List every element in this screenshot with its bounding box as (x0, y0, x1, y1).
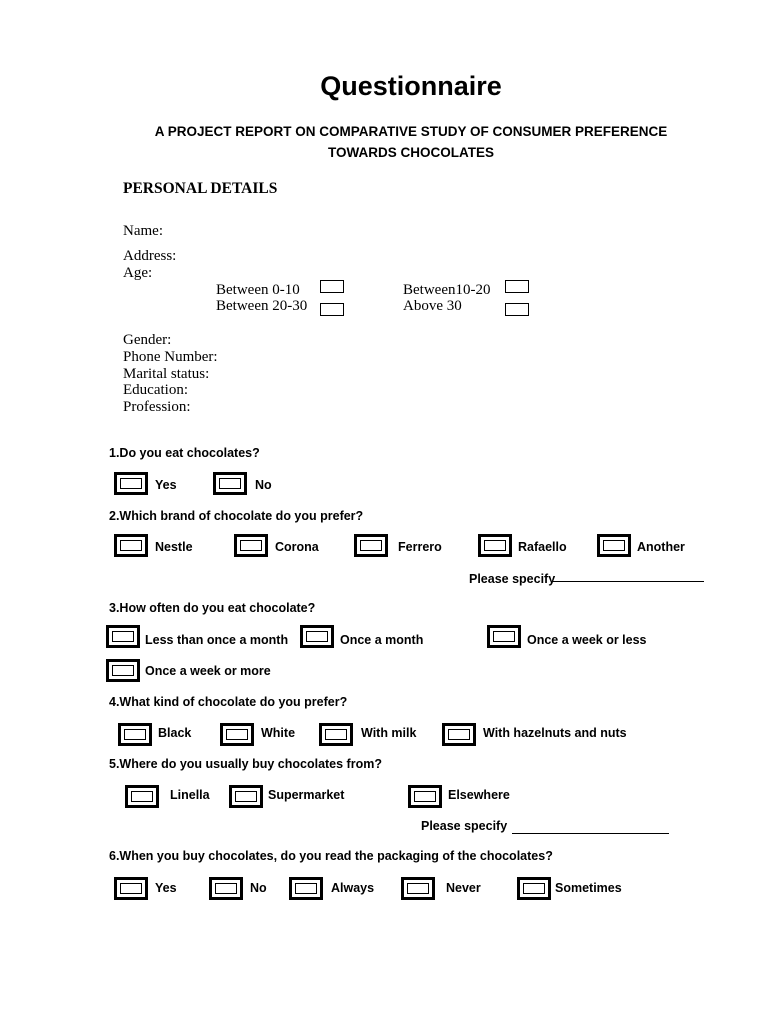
q6-sometimes-checkbox[interactable] (517, 877, 551, 900)
q4-black-checkbox[interactable] (118, 723, 152, 746)
question-2: 2.Which brand of chocolate do you prefer? (109, 509, 364, 523)
age-0-10-checkbox[interactable] (320, 280, 344, 293)
marital-status-label: Marital status: (123, 366, 210, 382)
q5-specify-label: Please specify (421, 819, 508, 833)
q2-specify-field[interactable] (553, 581, 704, 582)
q6-never-checkbox[interactable] (401, 877, 435, 900)
age-option-label: Between 0-10 (216, 282, 300, 298)
q2-ferrero-checkbox[interactable] (354, 534, 388, 557)
q6-option-label: No (250, 881, 267, 895)
age-option-label: Above 30 (403, 298, 462, 314)
q2-corona-checkbox[interactable] (234, 534, 268, 557)
name-label: Name: (123, 223, 163, 239)
age-above-30-checkbox[interactable] (505, 303, 529, 316)
question-5: 5.Where do you usually buy chocolates from? (109, 757, 382, 771)
q3-once-week-or-more-checkbox[interactable] (106, 659, 140, 682)
q6-always-checkbox[interactable] (289, 877, 323, 900)
q3-option-label: Once a month (340, 633, 424, 647)
q3-once-week-or-less-checkbox[interactable] (487, 625, 521, 648)
q2-option-label: Corona (275, 540, 319, 554)
personal-details-heading: PERSONAL DETAILS (123, 180, 278, 197)
q4-white-checkbox[interactable] (220, 723, 254, 746)
q2-option-label: Another (637, 540, 685, 554)
q5-linella-checkbox[interactable] (125, 785, 159, 808)
q6-option-label: Yes (155, 881, 177, 895)
q3-less-than-once-month-checkbox[interactable] (106, 625, 140, 648)
q4-option-label: With hazelnuts and nuts (483, 726, 627, 740)
q1-no-checkbox[interactable] (213, 472, 247, 495)
q2-rafaello-checkbox[interactable] (478, 534, 512, 557)
q3-option-label: Once a week or less (527, 633, 647, 647)
q2-another-checkbox[interactable] (597, 534, 631, 557)
q5-option-label: Linella (170, 788, 210, 802)
q5-elsewhere-checkbox[interactable] (408, 785, 442, 808)
q3-option-label: Less than once a month (145, 633, 289, 647)
q5-option-label: Supermarket (268, 788, 345, 802)
q1-option-label: No (255, 478, 272, 492)
education-label: Education: (123, 382, 188, 398)
page-title: Questionnaire (320, 71, 502, 101)
q3-option-label: Once a week or more (145, 664, 271, 678)
q4-hazelnuts-checkbox[interactable] (442, 723, 476, 746)
q4-option-label: White (261, 726, 296, 740)
q4-option-label: Black (158, 726, 192, 740)
report-subtitle: A PROJECT REPORT ON COMPARATIVE STUDY OF CONSUMER PREFERENCE TOWARDS CHOCOLATES (154, 124, 668, 160)
q5-option-label: Elsewhere (448, 788, 510, 802)
q4-option-label: With milk (361, 726, 417, 740)
q1-option-label: Yes (155, 478, 177, 492)
profession-label: Profession: (123, 399, 191, 415)
q1-yes-checkbox[interactable] (114, 472, 148, 495)
q6-no-checkbox[interactable] (209, 877, 243, 900)
q4-with-milk-checkbox[interactable] (319, 723, 353, 746)
q5-specify-field[interactable] (512, 833, 669, 834)
q6-option-label: Never (446, 881, 481, 895)
age-10-20-checkbox[interactable] (505, 280, 529, 293)
q6-option-label: Sometimes (555, 881, 622, 895)
age-label: Age: (123, 265, 153, 281)
question-6: 6.When you buy chocolates, do you read the packaging of the chocolates? (109, 849, 553, 863)
question-1: 1.Do you eat chocolates? (109, 446, 260, 460)
age-20-30-checkbox[interactable] (320, 303, 344, 316)
q6-option-label: Always (331, 881, 375, 895)
age-option-label: Between 20-30 (216, 298, 308, 314)
q3-once-month-checkbox[interactable] (300, 625, 334, 648)
age-option-label: Between10-20 (403, 282, 491, 298)
question-4: 4.What kind of chocolate do you prefer? (109, 695, 348, 709)
gender-label: Gender: (123, 332, 172, 348)
phone-label: Phone Number: (123, 349, 218, 365)
q2-option-label: Nestle (155, 540, 193, 554)
q6-yes-checkbox[interactable] (114, 877, 148, 900)
q2-option-label: Ferrero (398, 540, 442, 554)
q2-nestle-checkbox[interactable] (114, 534, 148, 557)
q2-option-label: Rafaello (518, 540, 567, 554)
q2-specify-label: Please specify (469, 572, 556, 586)
question-3: 3.How often do you eat chocolate? (109, 601, 316, 615)
address-label: Address: (123, 248, 177, 264)
q5-supermarket-checkbox[interactable] (229, 785, 263, 808)
